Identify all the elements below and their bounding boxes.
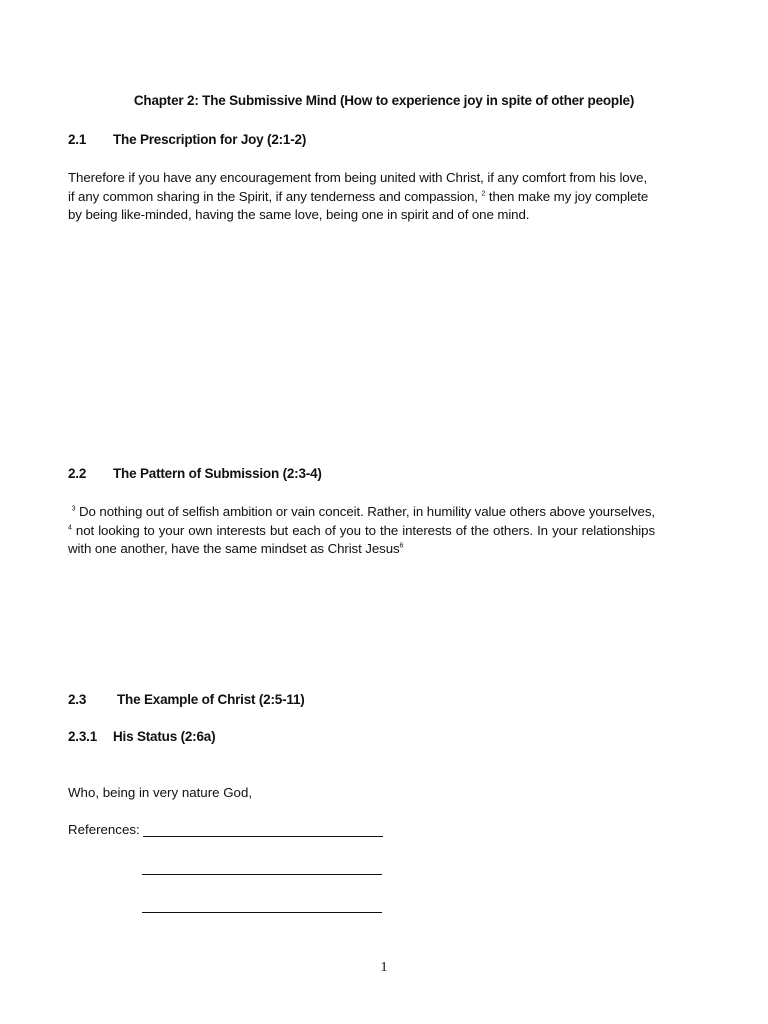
page-number: 1 [380, 960, 388, 975]
references-line-3 [142, 898, 382, 913]
paragraph-2-2 [68, 503, 655, 559]
section-title: The Prescription for Joy (2:1-2) [113, 132, 307, 147]
answer-blank[interactable] [142, 860, 382, 875]
section-number: 2.1 [68, 132, 87, 147]
paragraph-text: not looking to your own interests but each of you to the interests of the others. In your relationships with one another, have the same mindset as Christ Jesus [68, 522, 655, 556]
answer-blank[interactable] [143, 822, 383, 837]
section-title: His Status (2:6a) [113, 729, 216, 744]
paragraph-text: then make my joy complete by being like-minded, having the same love, being one in spirit and of one mind. [68, 188, 649, 222]
verse-line: Who, being in very nature God, [68, 785, 253, 800]
paragraph-2-1 [68, 169, 655, 225]
section-heading-2-2 [68, 466, 322, 481]
verse-number: 2 [481, 190, 486, 198]
chapter-title: Chapter 2: The Submissive Mind (How to experience joy in spite of other people) [133, 93, 635, 108]
verse-number: 3 [71, 505, 76, 513]
references-label: References: [68, 822, 144, 837]
section-heading-2-1 [68, 132, 306, 147]
section-number: 2.3 [68, 692, 87, 707]
section-heading-2-3-1 [68, 729, 215, 744]
section-title: The Example of Christ (2:5-11) [117, 692, 305, 707]
answer-blank[interactable] [142, 898, 382, 913]
references-line [68, 822, 383, 837]
section-number: 2.3.1 [68, 729, 98, 744]
paragraph-text: Do nothing out of selfish ambition or vain conceit. Rather, in humility value others above yourselves, [75, 504, 655, 519]
section-heading-2-3 [68, 692, 305, 707]
section-number: 2.2 [68, 466, 87, 481]
section-title: The Pattern of Submission (2:3-4) [113, 466, 322, 481]
references-line-2 [142, 860, 382, 875]
paragraph-text: Therefore if you have any encouragement from being united with Christ, if any comfort from his love, if any common sharing in the Spirit, if any tenderness and compassion, [68, 170, 648, 204]
footnote-marker: 6 [399, 542, 404, 550]
verse-number: 4 [68, 524, 72, 532]
